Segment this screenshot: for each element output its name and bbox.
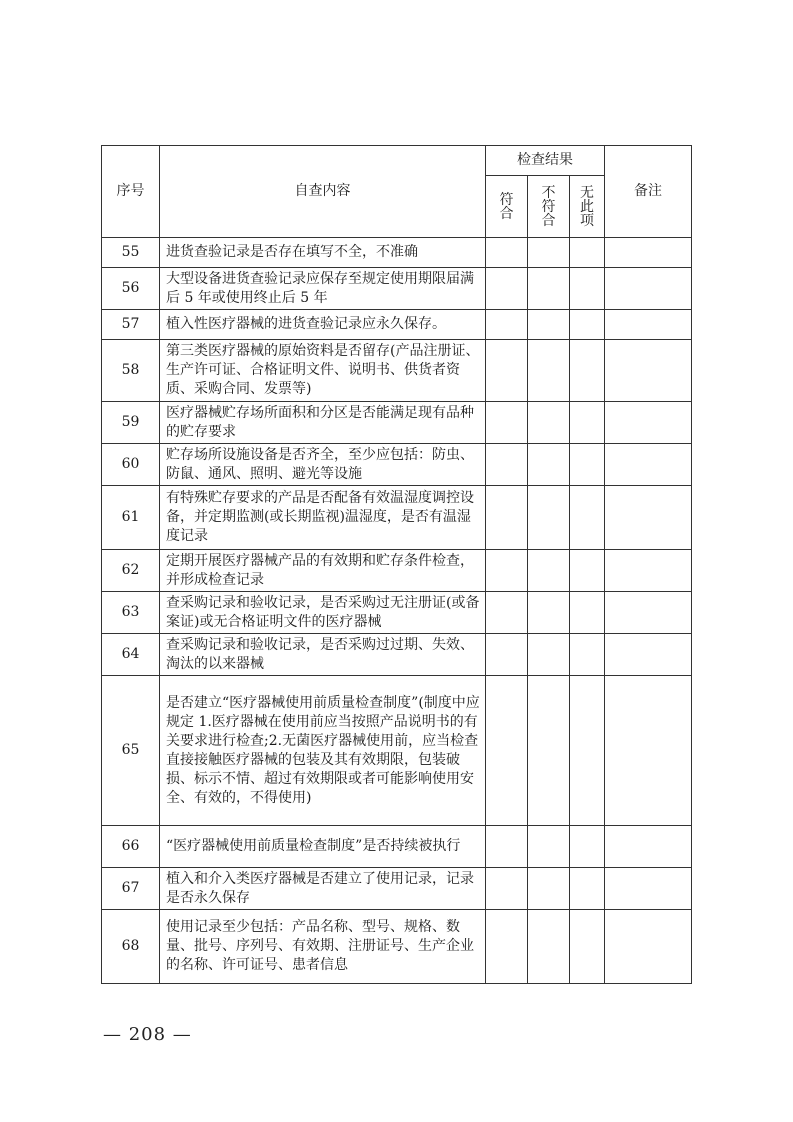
row-content: “医疗器械使用前质量检查制度”是否持续被执行 — [160, 826, 486, 868]
row-content: 植入性医疗器械的进货查验记录应永久保存。 — [160, 310, 486, 340]
nonconform-cell[interactable] — [528, 676, 570, 826]
row-content: 有特殊贮存要求的产品是否配备有效温湿度调控设备，并定期监测(或长期监视)温湿度，是否有温湿度记录 — [160, 486, 486, 550]
self-inspection-table — [101, 145, 692, 984]
not-applicable-cell[interactable] — [570, 550, 605, 592]
header-content: 自查内容 — [160, 146, 486, 238]
nonconform-cell[interactable] — [528, 550, 570, 592]
row-content: 使用记录至少包括：产品名称、型号、规格、数量、批号、序列号、有效期、注册证号、生产企业的名称、许可证号、患者信息 — [160, 910, 486, 984]
row-number: 63 — [102, 592, 160, 634]
row-number: 55 — [102, 238, 160, 268]
not-applicable-cell[interactable] — [570, 402, 605, 444]
row-content: 第三类医疗器械的原始资料是否留存(产品注册证、生产许可证、合格证明文件、说明书、供货者资质、采购合同、发票等) — [160, 340, 486, 402]
table-row — [102, 486, 692, 550]
nonconform-cell[interactable] — [528, 592, 570, 634]
row-number: 62 — [102, 550, 160, 592]
row-number: 64 — [102, 634, 160, 676]
not-applicable-cell[interactable] — [570, 676, 605, 826]
header-result: 检查结果 — [486, 146, 605, 176]
conform-cell[interactable] — [486, 910, 528, 984]
conform-cell[interactable] — [486, 676, 528, 826]
nonconform-cell[interactable] — [528, 868, 570, 910]
nonconform-cell[interactable] — [528, 340, 570, 402]
remark-cell[interactable] — [605, 676, 692, 826]
row-content: 进货查验记录是否存在填写不全，不准确 — [160, 238, 486, 268]
conform-cell[interactable] — [486, 826, 528, 868]
table-row — [102, 238, 692, 268]
table-row — [102, 868, 692, 910]
row-number: 58 — [102, 340, 160, 402]
nonconform-cell[interactable] — [528, 486, 570, 550]
table-row — [102, 310, 692, 340]
conform-cell[interactable] — [486, 268, 528, 310]
not-applicable-cell[interactable] — [570, 592, 605, 634]
table-row — [102, 268, 692, 310]
page-number: — 208 — — [103, 1024, 192, 1045]
remark-cell[interactable] — [605, 868, 692, 910]
not-applicable-cell[interactable] — [570, 268, 605, 310]
header-not-applicable: 无 此 项 — [570, 176, 605, 238]
not-applicable-cell[interactable] — [570, 486, 605, 550]
table-row — [102, 826, 692, 868]
remark-cell[interactable] — [605, 486, 692, 550]
nonconform-cell[interactable] — [528, 268, 570, 310]
conform-cell[interactable] — [486, 340, 528, 402]
row-number: 60 — [102, 444, 160, 486]
row-content: 植入和介入类医疗器械是否建立了使用记录，记录是否永久保存 — [160, 868, 486, 910]
row-number: 57 — [102, 310, 160, 340]
table-row — [102, 910, 692, 984]
remark-cell[interactable] — [605, 550, 692, 592]
row-number: 68 — [102, 910, 160, 984]
table-row — [102, 592, 692, 634]
not-applicable-cell[interactable] — [570, 634, 605, 676]
not-applicable-cell[interactable] — [570, 910, 605, 984]
row-content: 是否建立“医疗器械使用前质量检查制度”(制度中应规定 1.医疗器械在使用前应当按照产品说明书的有关要求进行检查;2.无菌医疗器械使用前，应当检查直接接触医疗器械的包装及其有效期限，包装破损、标示不情、超过有效期限或者可能影响使用安全、有效的，不得使用) — [160, 676, 486, 826]
table-row — [102, 634, 692, 676]
not-applicable-cell[interactable] — [570, 310, 605, 340]
conform-cell[interactable] — [486, 486, 528, 550]
not-applicable-cell[interactable] — [570, 444, 605, 486]
conform-cell[interactable] — [486, 592, 528, 634]
remark-cell[interactable] — [605, 592, 692, 634]
table-row — [102, 402, 692, 444]
remark-cell[interactable] — [605, 268, 692, 310]
conform-cell[interactable] — [486, 550, 528, 592]
row-number: 65 — [102, 676, 160, 826]
nonconform-cell[interactable] — [528, 402, 570, 444]
not-applicable-cell[interactable] — [570, 826, 605, 868]
table-row — [102, 676, 692, 826]
row-number: 66 — [102, 826, 160, 868]
remark-cell[interactable] — [605, 402, 692, 444]
conform-cell[interactable] — [486, 444, 528, 486]
remark-cell[interactable] — [605, 826, 692, 868]
nonconform-cell[interactable] — [528, 444, 570, 486]
conform-cell[interactable] — [486, 868, 528, 910]
nonconform-cell[interactable] — [528, 238, 570, 268]
remark-cell[interactable] — [605, 340, 692, 402]
row-number: 61 — [102, 486, 160, 550]
not-applicable-cell[interactable] — [570, 868, 605, 910]
table-row — [102, 550, 692, 592]
row-content: 贮存场所设施设备是否齐全，至少应包括：防虫、防鼠、通风、照明、避光等设施 — [160, 444, 486, 486]
row-content: 医疗器械贮存场所面积和分区是否能满足现有品种的贮存要求 — [160, 402, 486, 444]
remark-cell[interactable] — [605, 310, 692, 340]
conform-cell[interactable] — [486, 634, 528, 676]
not-applicable-cell[interactable] — [570, 238, 605, 268]
remark-cell[interactable] — [605, 238, 692, 268]
header-nonconform: 不 符 合 — [528, 176, 570, 238]
row-number: 67 — [102, 868, 160, 910]
conform-cell[interactable] — [486, 402, 528, 444]
conform-cell[interactable] — [486, 238, 528, 268]
row-content: 查采购记录和验收记录，是否采购过过期、失效、淘汰的以来器械 — [160, 634, 486, 676]
conform-cell[interactable] — [486, 310, 528, 340]
header-remark: 备注 — [605, 146, 692, 238]
nonconform-cell[interactable] — [528, 826, 570, 868]
remark-cell[interactable] — [605, 634, 692, 676]
table-row — [102, 340, 692, 402]
nonconform-cell[interactable] — [528, 910, 570, 984]
table-row — [102, 444, 692, 486]
row-content: 大型设备进货查验记录应保存至规定使用期限届满后 5 年或使用终止后 5 年 — [160, 268, 486, 310]
row-number: 59 — [102, 402, 160, 444]
remark-cell[interactable] — [605, 444, 692, 486]
not-applicable-cell[interactable] — [570, 340, 605, 402]
header-conform: 符 合 — [486, 176, 528, 238]
row-content: 定期开展医疗器械产品的有效期和贮存条件检查，并形成检查记录 — [160, 550, 486, 592]
row-number: 56 — [102, 268, 160, 310]
remark-cell[interactable] — [605, 910, 692, 984]
nonconform-cell[interactable] — [528, 634, 570, 676]
nonconform-cell[interactable] — [528, 310, 570, 340]
header-seq: 序号 — [102, 146, 160, 238]
row-content: 查采购记录和验收记录，是否采购过无注册证(或备案证)或无合格证明文件的医疗器械 — [160, 592, 486, 634]
